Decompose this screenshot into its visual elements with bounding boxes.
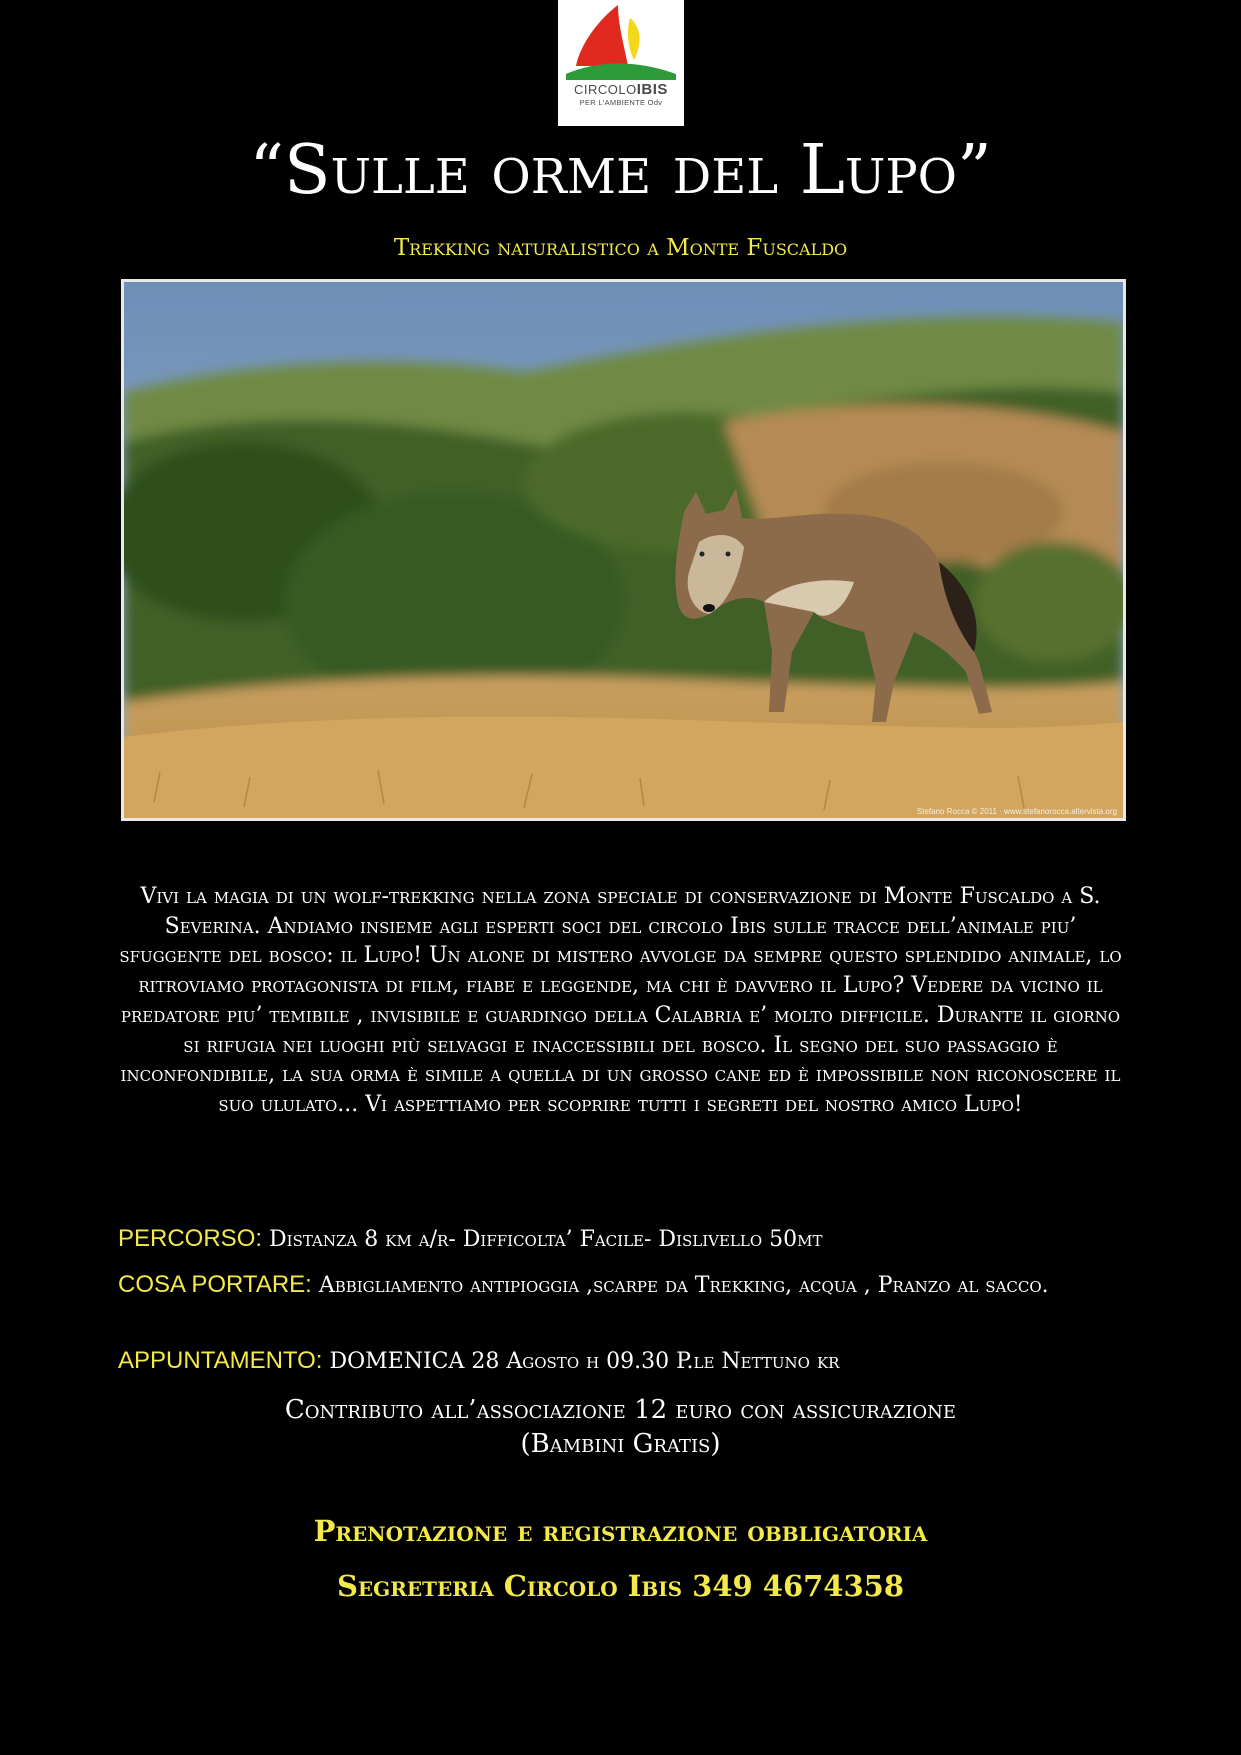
appuntamento-value: DOMENICA 28 Agosto h 09.30 P.le Nettuno kr xyxy=(322,1349,840,1374)
booking-notice: Prenotazione e registrazione obbligatoria xyxy=(313,1514,928,1548)
sail-logo-icon xyxy=(558,0,684,80)
description-paragraph: Vivi la magia di un wolf-trekking nella zona speciale di conservazione di Monte Fuscaldo a S. Severina. Andiamo insieme agli esperti soci del circolo Ibis sulle tracce dell’animale piu’ sfuggente del bosco: il Lupo! Un alone di mistero avvolge da sempre questo splendido animale, lo ritroviamo protagonista di film, fiabe e leggende, ma chi è davvero il Lupo? Vedere da vicino il predatore piu’ temibile , invisibile e guardingo della Calabria e’ molto difficile. Durante il giorno si rifugia nei luoghi più selvaggi e inaccessibili del bosco. Il segno del suo passaggio è inconfondibile, la sua orma è simile a quella di un grosso cane ed è impossibile non riconoscere il suo ululato... Vi aspettiamo per scoprire tutti i segreti del nostro amico Lupo! xyxy=(119,884,1122,1117)
cosa-portare-value: Abbigliamento antipioggia ,scarpe da Trekking, acqua , Pranzo al sacco. xyxy=(311,1273,1049,1298)
info-percorso xyxy=(118,1224,1128,1254)
info-appuntamento xyxy=(118,1346,1128,1376)
photo-credit: Stefano Rocca © 2011 · www.stefanorocca.altervista.org xyxy=(916,807,1117,816)
logo-subline: PER L'AMBIENTE Odv xyxy=(579,98,663,107)
circolo-ibis-logo xyxy=(558,0,684,126)
percorso-value: Distanza 8 km a/r- Difficolta’ Facile- Dislivello 50mt xyxy=(262,1227,823,1252)
appuntamento-label: APPUNTAMENTO: xyxy=(118,1347,323,1374)
page-title: “Sulle orme del Lupo” xyxy=(249,131,992,210)
cosa-portare-label: COSA PORTARE: xyxy=(118,1271,312,1298)
info-cosa-portare xyxy=(118,1270,1128,1300)
contribution-line-1: Contributo all’associazione 12 euro con assicurazione xyxy=(284,1395,957,1425)
contribution-line-2: (Bambini Gratis) xyxy=(520,1429,721,1459)
page-subtitle: Trekking naturalistico a Monte Fuscaldo xyxy=(393,235,848,261)
booking-contact: Segreteria Circolo Ibis 349 4674358 xyxy=(336,1569,905,1603)
wolf-landscape-image xyxy=(124,282,1123,818)
logo-name: CIRCOLOIBIS xyxy=(574,81,668,98)
percorso-label: PERCORSO: xyxy=(118,1225,263,1252)
wolf-photo xyxy=(121,279,1126,821)
contribution-info xyxy=(0,1393,1241,1461)
